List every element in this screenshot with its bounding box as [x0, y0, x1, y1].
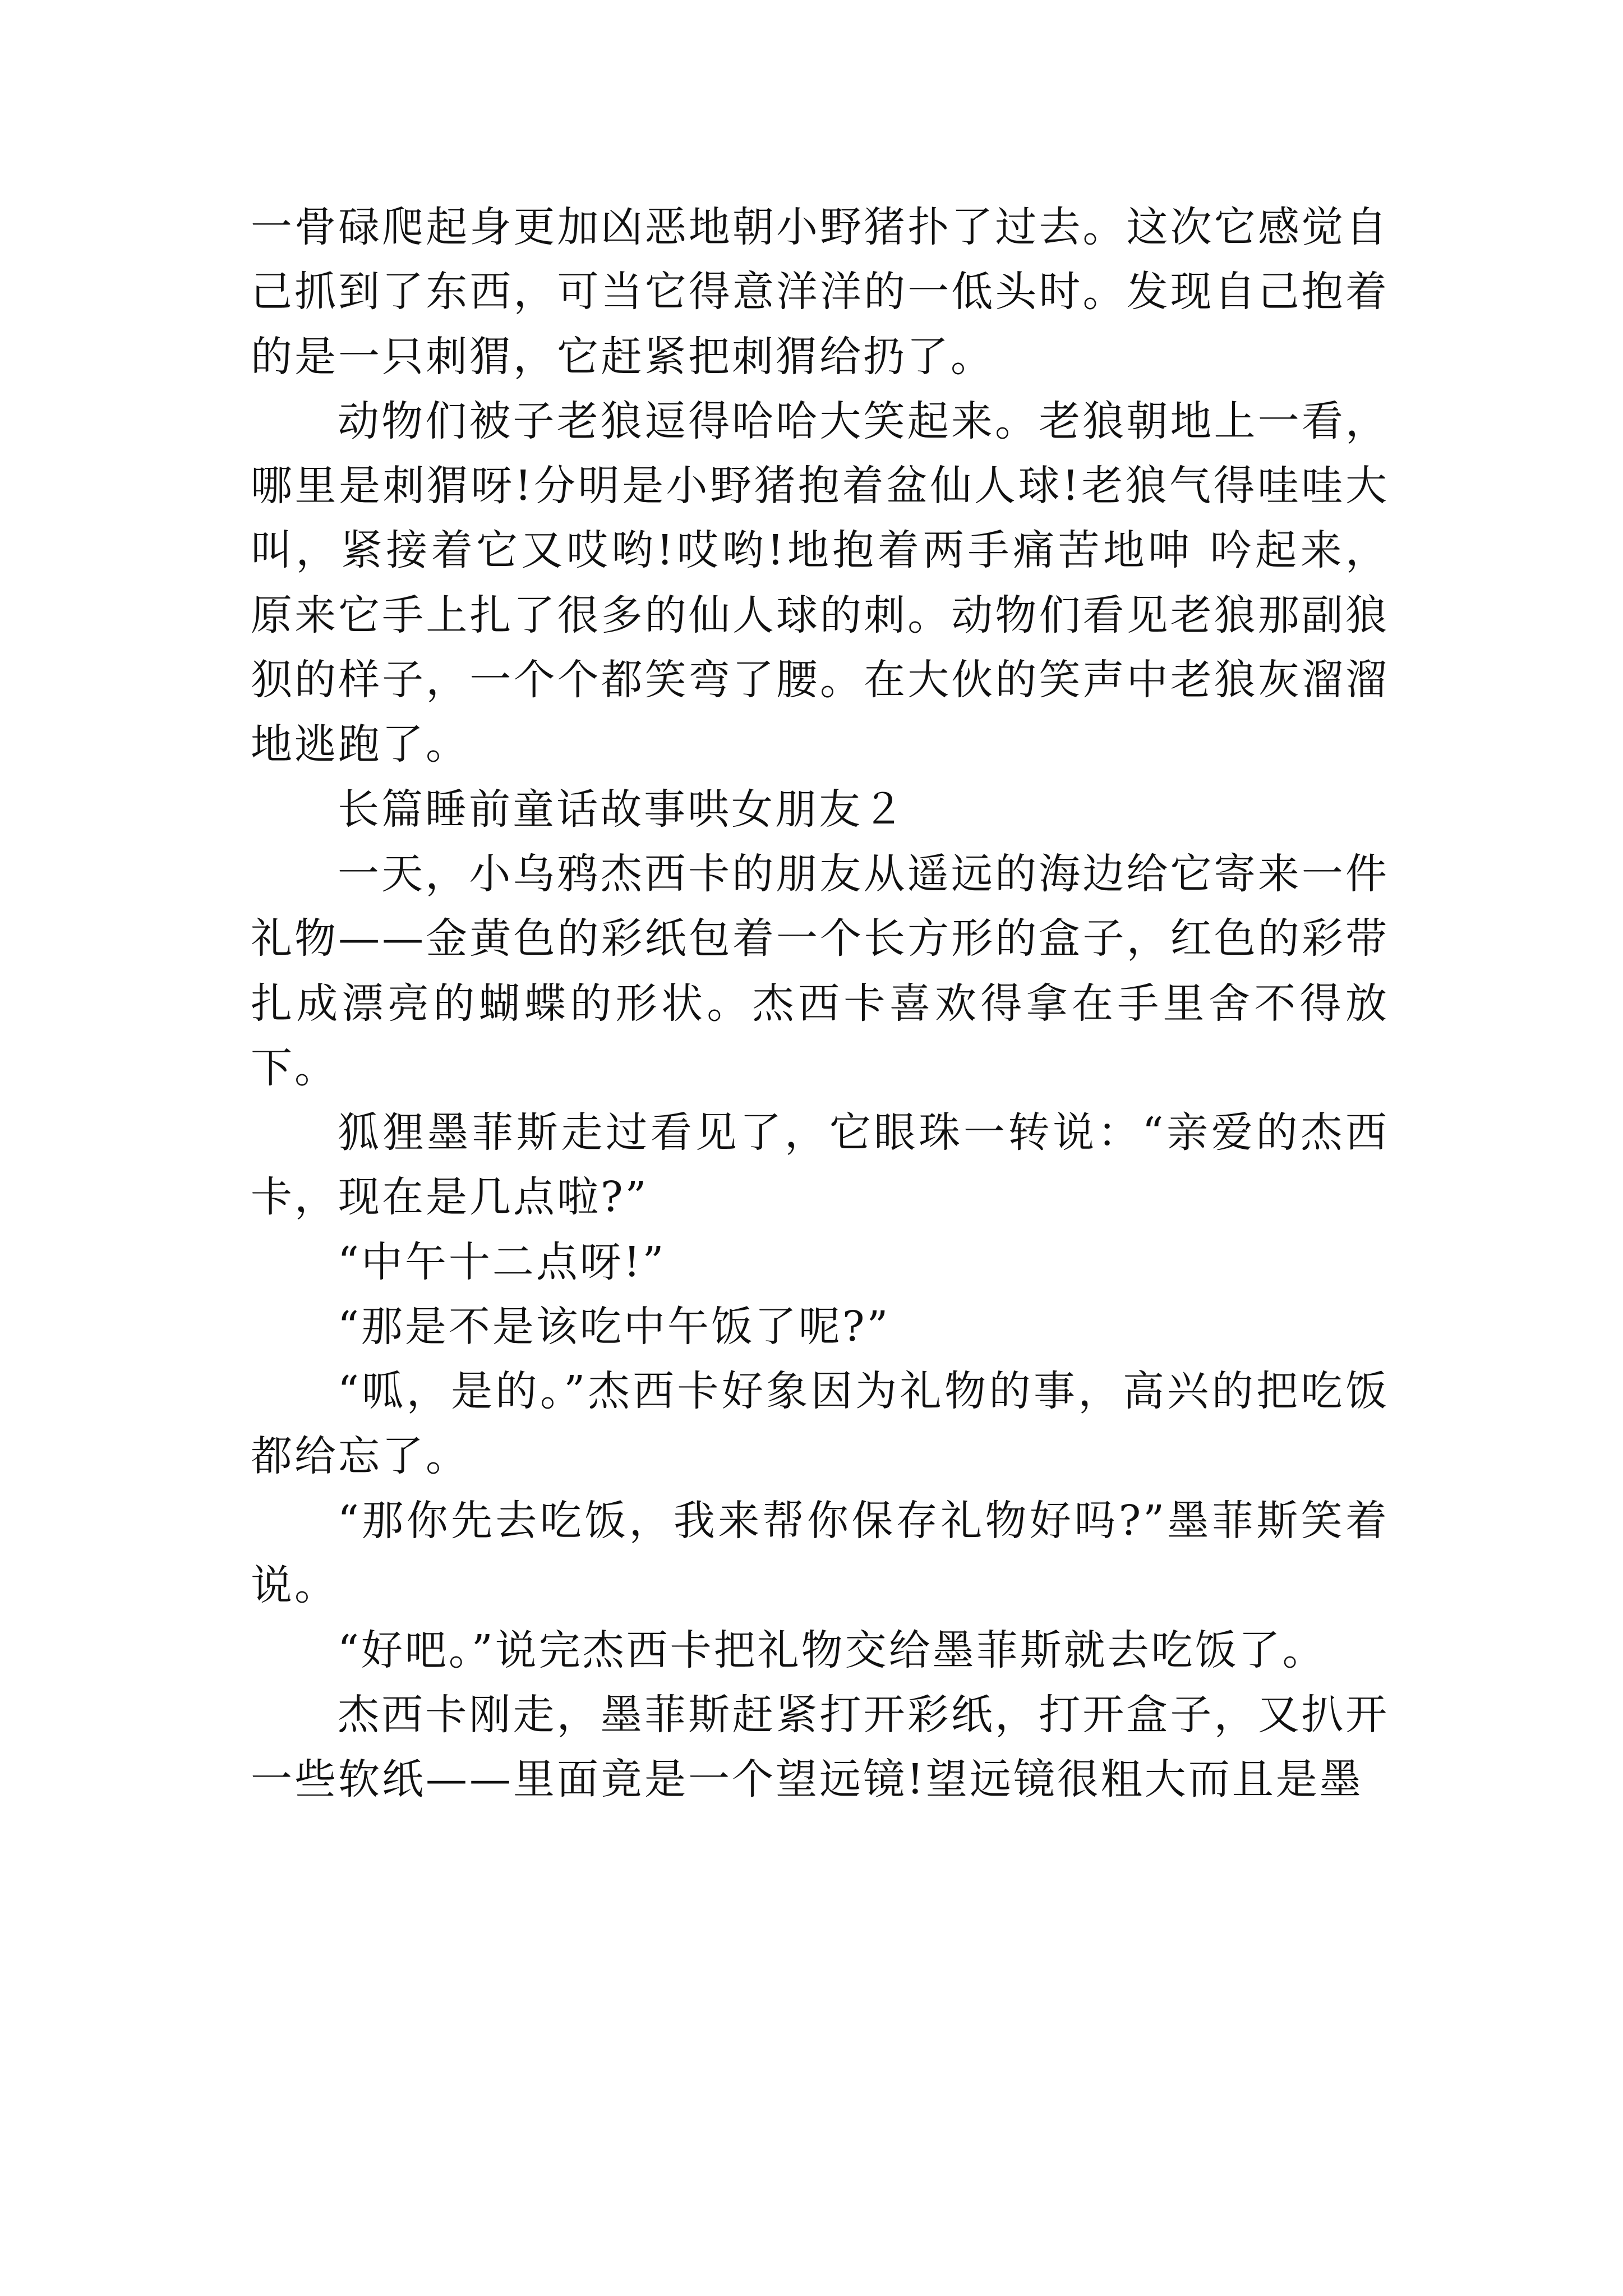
paragraph-6: “那是不是该吃中午饭了呢?” — [338, 1303, 891, 1351]
document-body — [251, 195, 1389, 1812]
paragraph-5: “中午十二点呀!” — [338, 1237, 666, 1286]
paragraph-10: 杰西卡刚走，墨菲斯赶紧打开彩纸，打开盒子，又扒开一些软纸——里面竟是一个望远镜!望远镜很粗大而且是墨 — [251, 1690, 1389, 1804]
paragraph-9: “好吧。”说完杰西卡把礼物交给墨菲斯就去吃饭了。 — [338, 1626, 1326, 1674]
paragraph-3: 一天，小乌鸦杰西卡的朋友从遥远的海边给它寄来一件礼物——金黄色的彩纸包着一个长方形的盒子，红色的彩带扎成漂亮的蝴蝶的形状。杰西卡喜欢得拿在手里舍不得放下。 — [251, 849, 1389, 1092]
paragraph-8: “那你先去吃饭，我来帮你保存礼物好吗?”墨菲斯笑着说。 — [251, 1496, 1389, 1610]
story-heading: 长篇睡前童话故事哄女朋友２ — [338, 785, 906, 834]
paragraph-1: 一骨碌爬起身更加凶恶地朝小野猪扑了过去。这次它感觉自己抓到了东西，可当它得意洋洋的一低头时。发现自己抱着的是一只刺猬，它赶紧把刺猬给扔了。 — [251, 203, 1389, 381]
paragraph-4: 狐狸墨菲斯走过看见了，它眼珠一转说：“亲爱的杰西卡，现在是几点啦?” — [251, 1108, 1389, 1222]
paragraph-7: “呱，是的。”杰西卡好象因为礼物的事，高兴的把吃饭都给忘了。 — [251, 1367, 1389, 1480]
paragraph-2: 动物们被子老狼逗得哈哈大笑起来。老狼朝地上一看，哪里是刺猬呀!分明是小野猪抱着盆仙人球!老狼气得哇哇大叫，紧接着它又哎哟!哎哟!地抱着两手痛苦地呻 吟起来，原来它手上扎了很多的仙人球的刺。动物们看见老狼那副狼狈的样子，一个个都笑弯了腰。在大伙的笑声中老狼灰溜溜地逃跑了。 — [251, 397, 1389, 769]
